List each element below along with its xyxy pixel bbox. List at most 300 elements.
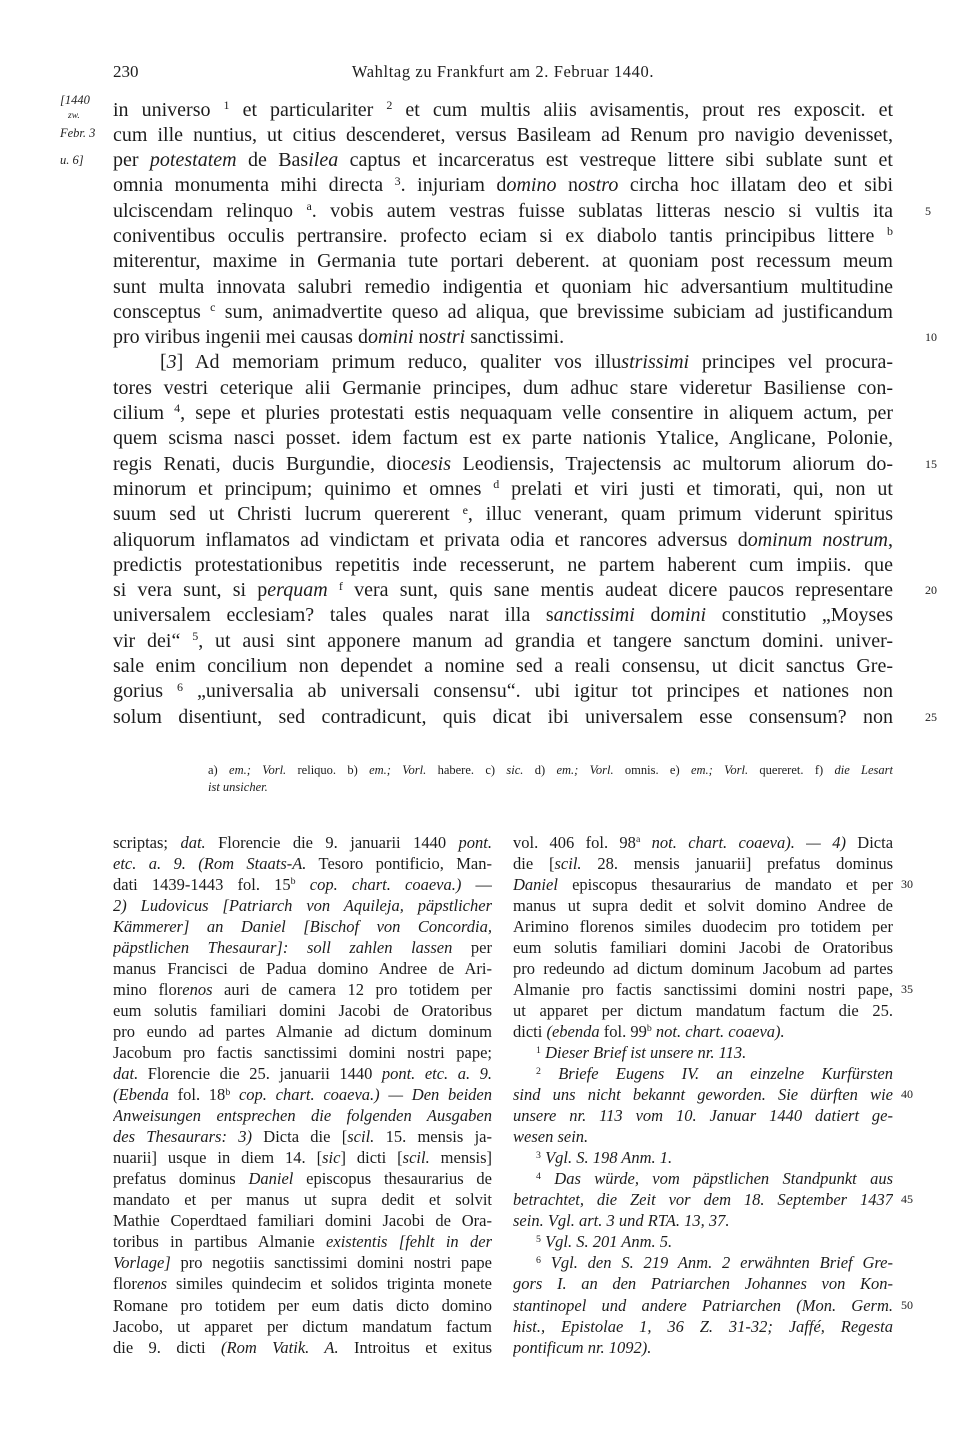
text-run: quereret. f)	[748, 762, 835, 777]
text-line	[113, 1105, 492, 1126]
text-run: , sepe et pluries protestati estis nequaquam velle consentire in aliquem actum, per	[180, 402, 893, 425]
line-text	[513, 1000, 893, 1021]
text-run: . vobis autem vestras fuisse sublatas litteras nescio si vultis ita	[311, 199, 893, 222]
line-text	[513, 1295, 893, 1316]
note-marker: 5	[192, 629, 199, 644]
italic-run: pont.	[458, 832, 492, 852]
text-line	[513, 874, 913, 895]
text-line	[113, 1147, 492, 1168]
italic-run: cop. chart. coaeva.) — Den beiden	[238, 1085, 492, 1105]
text-run: eum solutis familiari domini Jacobi de Oratoribus	[513, 937, 893, 957]
text-run: vir dei“	[113, 629, 193, 652]
italic-run: not. chart. coaeva).	[655, 1021, 785, 1041]
text-run	[541, 1253, 551, 1272]
note-marker: 6	[177, 679, 184, 694]
text-line	[113, 1189, 492, 1210]
italic-run: ilea	[308, 149, 339, 172]
text-line	[113, 853, 492, 874]
text-run: Florencie die 25. januarii 1440	[138, 1064, 382, 1084]
line-text	[513, 1105, 893, 1126]
italic-run: Briefe Eugens IV. an einzelne Kurfürsten	[558, 1064, 893, 1084]
text-line	[513, 1316, 893, 1337]
italic-run: Kämmerer] an Daniel [Bischof von Concordia,	[113, 916, 492, 936]
note-marker: b	[646, 1023, 652, 1035]
line-text	[513, 1273, 893, 1294]
text-line	[113, 1168, 492, 1189]
text-run: universalem ecclesiam? tales quales narat illa s	[113, 604, 554, 627]
text-run	[230, 1085, 239, 1104]
line-text	[513, 1042, 893, 1063]
text-run: pro viribus ingenii mei causas d	[113, 326, 368, 349]
line-text	[113, 916, 492, 937]
line-text	[113, 1337, 492, 1358]
italic-run: strissimi	[621, 351, 690, 374]
text-line	[208, 779, 893, 796]
italic-run: em.; Vorl.	[690, 762, 749, 777]
note-marker: 4	[536, 1170, 541, 1182]
italic-run: pontificum nr. 1092).	[513, 1337, 652, 1357]
text-run: n	[413, 326, 429, 349]
text-run: „universalia ab universali consensu“. ubi igitur tot principes et nationes non	[183, 680, 893, 703]
line-text	[113, 1189, 492, 1210]
italic-run: scil.	[402, 1148, 430, 1168]
text-run: mensis]	[429, 1148, 492, 1168]
text-line	[113, 937, 492, 958]
text-line	[513, 1168, 893, 1189]
text-line	[113, 895, 492, 916]
text-run: , ut ausi sint apponere manum ad grandia et tangere sanctum domini. univer-	[198, 629, 893, 652]
text-line	[513, 1084, 913, 1105]
text-line	[113, 916, 492, 937]
italic-run: (ebenda	[546, 1021, 600, 1041]
line-text	[113, 679, 893, 704]
italic-run: sic	[322, 1148, 341, 1168]
line-text	[113, 275, 893, 300]
line-text	[113, 1316, 492, 1337]
note-marker: d	[493, 477, 500, 492]
line-text	[113, 705, 893, 730]
text-run: circha hoc illatam deo et sibi	[618, 174, 893, 197]
text-line	[113, 654, 893, 679]
text-run: episcopus thesaurarius de	[293, 1169, 492, 1189]
text-run: prefatus dominus	[113, 1169, 249, 1189]
text-line	[513, 832, 893, 853]
line-text	[113, 937, 492, 958]
line-text	[113, 199, 893, 224]
line-number: 15	[925, 456, 937, 471]
text-run: d)	[523, 762, 557, 777]
text-run: 28. mensis januarii] prefatus dominus	[581, 853, 893, 873]
text-line	[113, 249, 893, 274]
text-line	[113, 1042, 492, 1063]
text-line	[113, 1084, 492, 1105]
text-line	[513, 1063, 893, 1084]
note-marker: 4	[174, 401, 181, 416]
text-run: Leodiensis, Trajectensis ac multorum aliorum do-	[451, 452, 893, 475]
line-text	[513, 1337, 893, 1358]
line-text	[513, 979, 893, 1000]
line-text	[113, 1295, 492, 1316]
text-run: ut apparet per dictum mandatum factum die 25.	[513, 1000, 893, 1020]
text-line	[113, 679, 893, 704]
text-line	[113, 199, 931, 224]
italic-run: Daniel	[248, 1169, 294, 1189]
italic-run: etc. a. 9. (Rom Staats-A.	[113, 853, 307, 873]
text-line	[113, 1063, 492, 1084]
line-text	[113, 148, 893, 173]
note-marker: 5	[536, 1233, 541, 1245]
text-line	[113, 426, 893, 451]
text-run: quem scisma nasci posset. idem factum est ex parte nationis Ytalice, Anglicane, Polonie,	[113, 427, 893, 450]
line-text	[113, 654, 893, 679]
text-run: fol. 18	[168, 1085, 226, 1105]
italic-run: scil.	[554, 853, 582, 873]
main-text	[113, 97, 937, 730]
text-line	[513, 979, 913, 1000]
text-run	[541, 1169, 554, 1188]
text-line	[208, 762, 893, 779]
line-text	[513, 1168, 893, 1189]
line-text	[113, 958, 492, 979]
text-run: Mathie Coperdtaed familiari domini Jacobi de Ora-	[113, 1211, 492, 1231]
italic-run: omino	[506, 174, 557, 197]
line-text	[113, 895, 492, 916]
note-marker: 3	[394, 173, 401, 188]
text-run: et particulariter	[229, 98, 387, 121]
line-text	[113, 603, 893, 628]
text-run: die 9. dicti	[113, 1337, 222, 1357]
line-number: 50	[901, 1297, 913, 1312]
text-run: a)	[208, 762, 230, 777]
footnotes-left-column	[113, 832, 492, 1358]
italic-run: des Thesaurars: 3)	[113, 1127, 252, 1147]
text-run: scriptas;	[113, 832, 181, 852]
text-run: vera sunt, quis sane mentis audeat dicere paucos representare	[342, 579, 893, 602]
text-run: in universo	[113, 98, 224, 121]
text-line	[113, 832, 492, 853]
note-marker: b	[887, 224, 893, 239]
line-text	[113, 452, 893, 477]
italic-run: potestatem	[149, 149, 237, 172]
text-line	[113, 578, 937, 603]
text-line	[113, 629, 893, 654]
text-line	[113, 603, 893, 628]
text-run: n	[556, 174, 578, 197]
text-line	[513, 958, 893, 979]
italic-run: omini	[367, 326, 414, 349]
line-text	[113, 832, 492, 853]
text-line	[113, 123, 893, 148]
text-run: Florencie die 9. januarii 1440	[205, 832, 459, 852]
italic-run: cop. chart. coaeva.)	[309, 874, 462, 894]
text-run: mino flor	[113, 979, 183, 999]
italic-run: esis	[421, 452, 451, 475]
text-line	[113, 1021, 492, 1042]
italic-run: scil.	[347, 1127, 375, 1147]
text-line	[113, 1126, 492, 1147]
text-run: sunt multa innovata salubri remedio indigentia et quoniam hic adversantium multitudine	[113, 275, 893, 298]
text-run: pro negotiis sanctissimi domini nostri pape	[170, 1253, 492, 1273]
line-number: 5	[925, 203, 931, 218]
text-line	[113, 1231, 492, 1252]
italic-run: em.; Vorl.	[369, 762, 427, 777]
text-line	[113, 553, 893, 578]
italic-run: Anweisungen entsprechen die folgenden Ausgaben	[113, 1106, 492, 1126]
italic-run: Das würde, vom päpstlichen Standpunkt aus	[554, 1169, 893, 1189]
running-head: Wahltag zu Frankfurt am 2. Februar 1440.	[351, 62, 655, 81]
italic-run: not. chart. coaeva). — 4)	[651, 832, 846, 852]
line-text	[513, 916, 893, 937]
italic-run: Dieser Brief ist unsere nr. 113.	[545, 1042, 747, 1062]
text-line	[113, 1210, 492, 1231]
line-text	[513, 1126, 893, 1147]
line-text	[113, 853, 492, 874]
text-run: omnia monumenta mihi directa	[113, 174, 395, 197]
text-line	[113, 502, 893, 527]
note-marker: a	[306, 199, 312, 214]
line-text	[113, 1021, 492, 1042]
text-run: fol. 99	[599, 1021, 647, 1041]
text-line	[113, 1273, 492, 1294]
italic-run: päpstlichen Thesaurar]: soll zahlen lassen	[113, 937, 453, 957]
text-run: de Bas	[236, 149, 309, 172]
text-run: cum ille nuntius, ut citius descenderet, versus Basileam ad Renum pro navigio devenisset,	[113, 123, 893, 146]
text-run: ,	[888, 528, 893, 551]
text-run: die [	[513, 853, 555, 873]
text-run: Dicta die [	[252, 1127, 348, 1147]
italic-run: dat.	[113, 1064, 139, 1084]
text-run: habere. c)	[426, 762, 507, 777]
text-line	[113, 300, 893, 325]
text-run: per	[452, 937, 492, 957]
text-line	[513, 1105, 893, 1126]
italic-run: Vorlage]	[113, 1253, 171, 1273]
text-line	[513, 1231, 893, 1252]
italic-run: enos	[182, 979, 213, 999]
text-run: eum solutis familiari domini Jacobi de Oratoribus	[113, 1000, 492, 1020]
line-text	[113, 578, 893, 603]
text-run: consceptus	[113, 300, 211, 323]
text-run: Romane pro totidem per eum datis dicto domino	[113, 1295, 492, 1315]
italic-run: ostro	[577, 174, 619, 197]
italic-run: (Ebenda	[113, 1085, 169, 1105]
italic-run: Vgl. S. 201 Anm. 5.	[545, 1232, 673, 1252]
text-run: regis Renati, ducis Burgundie, dioc	[113, 452, 421, 475]
line-text	[208, 762, 893, 779]
text-run: principes vel procura-	[689, 351, 893, 374]
note-marker: b	[290, 876, 296, 888]
text-run: —	[461, 874, 492, 894]
text-line	[113, 224, 893, 249]
line-text	[513, 832, 893, 853]
text-run: flor	[113, 1274, 137, 1294]
text-run: reliquo. b)	[286, 762, 370, 777]
line-text	[513, 853, 893, 874]
note-marker: 3	[536, 1149, 541, 1161]
text-line	[113, 350, 893, 375]
line-text	[113, 979, 492, 1000]
text-line	[513, 1210, 893, 1231]
line-text	[113, 426, 893, 451]
line-text	[113, 249, 893, 274]
line-text	[113, 874, 492, 895]
line-text	[513, 1231, 893, 1252]
line-number: 30	[901, 876, 913, 891]
text-line	[113, 1000, 492, 1021]
text-line	[513, 1000, 893, 1021]
text-line	[113, 1316, 492, 1337]
italic-run: unsere nr. 113 vom 10. Januar 1440 datiert ge-	[513, 1106, 893, 1126]
note-marker: 6	[536, 1255, 541, 1266]
text-run: mandato et per manus ut supra dedit et solvit	[113, 1190, 492, 1210]
line-number: 45	[901, 1192, 913, 1207]
line-text	[113, 325, 893, 350]
text-run: prelati et viri justi et timorati, qui, non ut	[499, 477, 893, 500]
italic-run: wesen sein.	[513, 1127, 589, 1147]
text-line	[113, 148, 893, 173]
note-marker: f	[338, 578, 343, 593]
line-text	[513, 958, 893, 979]
text-run: d	[634, 604, 661, 627]
text-line	[513, 1295, 913, 1316]
text-run: Dicta	[845, 832, 893, 852]
text-line	[513, 1147, 893, 1168]
italic-run: Vgl. S. 198 Anm. 1.	[545, 1148, 673, 1168]
text-run	[328, 579, 339, 601]
text-run: solum disentiunt, sed contradicunt, quis dicat ibi universalem esse consensum? non	[113, 705, 893, 728]
text-line	[513, 1042, 893, 1063]
italic-run: em.; Vorl.	[229, 762, 287, 777]
note-marker: 1	[223, 97, 230, 112]
italic-run: ist unsicher.	[208, 779, 268, 794]
text-run: miterentur, maxime in Germania tute portari deberent. at quoniam post recessum meum	[113, 250, 893, 273]
line-text	[513, 874, 893, 895]
line-text	[513, 1147, 893, 1168]
footnotes-right-column	[513, 832, 913, 1358]
line-text	[113, 1084, 492, 1105]
text-run: et cum multis aliis avisamentis, prout res exposcit. et	[392, 98, 893, 121]
text-line	[113, 98, 893, 123]
italic-run: ostri	[428, 326, 466, 349]
line-text	[113, 1168, 492, 1189]
line-text	[113, 1210, 492, 1231]
text-run: manus ut supra dedit et solvit domino Andree de	[513, 895, 893, 915]
line-number: 10	[925, 330, 937, 345]
text-run: suum sed ut Christi lucrum quererent	[113, 503, 463, 526]
italic-run: enos	[136, 1274, 168, 1294]
line-text	[513, 1210, 893, 1231]
text-run: pro redeundo ad dictum dominum Jacobum ad partes	[513, 958, 893, 978]
text-run: Arimino florenos similes duodecim pro totidem per	[513, 916, 893, 936]
text-line	[113, 874, 492, 895]
text-line	[113, 958, 492, 979]
note-marker: 1	[536, 1044, 541, 1056]
text-run: pro eundo ad partes Almanie ad dictum dominum	[113, 1021, 492, 1041]
text-line	[513, 853, 893, 874]
line-text	[513, 1063, 893, 1084]
line-text	[113, 350, 893, 375]
margin-note-between: zw.	[68, 111, 80, 121]
line-text	[513, 1316, 893, 1337]
line-text	[113, 1147, 492, 1168]
italic-run: gors I. an den Patriarchen Johannes von Kon-	[513, 1274, 893, 1294]
margin-note-date-to: u. 6]	[60, 153, 84, 167]
text-run: sale enim concilium non dependet a nomine sed a reali consensu, ut dicit sanctus Gre-	[113, 655, 893, 678]
note-marker: 2	[386, 97, 393, 112]
text-run: Tesoro pontificio, Man-	[306, 853, 492, 873]
line-text	[113, 477, 893, 502]
text-run: , illuc venerant, quam primum viderunt spiritus	[467, 503, 893, 526]
text-run: Jacobo, ut apparet per dictum mandatum factum	[113, 1316, 492, 1336]
text-run: [	[160, 351, 167, 374]
italic-run: sein. Vgl. art. 3 und RTA. 13, 37.	[513, 1211, 730, 1231]
text-run	[296, 875, 310, 894]
text-line	[113, 452, 937, 477]
text-run: ] dicti [	[340, 1148, 403, 1168]
text-run: dati 1439-1443 fol. 15	[113, 874, 291, 894]
text-run: vol. 406 fol. 98	[513, 832, 636, 852]
note-marker: a	[635, 834, 641, 846]
italic-run: erquam	[267, 579, 328, 602]
margin-date-note	[60, 0, 110, 180]
italic-run: existentis [fehlt in der	[326, 1232, 492, 1252]
italic-run: hist., Epistolae 1, 36 Z. 31-32; Jaffé, Regesta	[513, 1316, 893, 1336]
line-text	[113, 528, 893, 553]
line-text	[513, 895, 893, 916]
text-line	[113, 275, 893, 300]
line-text	[113, 123, 893, 148]
line-text	[113, 502, 893, 527]
line-text	[113, 1231, 492, 1252]
italic-run: sind uns nicht bekannt geworden. Sie dürften wie	[513, 1085, 893, 1105]
text-line	[513, 937, 893, 958]
text-run	[541, 1064, 558, 1083]
text-run: minorum et principum; quinimo et omnes	[113, 477, 494, 500]
italic-run: Vgl. den S. 219 Anm. 2 erwähnten Brief Gre-	[550, 1253, 893, 1273]
italic-run: anctissimi	[553, 604, 635, 627]
line-text	[113, 376, 893, 401]
text-run: 15. mensis ja-	[374, 1127, 492, 1147]
line-text	[113, 300, 893, 325]
italic-run: pont. etc. a. 9.	[381, 1064, 492, 1084]
italic-run: die Lesart	[834, 762, 893, 777]
text-run: si vera sunt, si p	[113, 579, 268, 602]
line-text	[113, 173, 893, 198]
line-text	[113, 629, 893, 654]
text-run: constitutio „Moyses	[706, 604, 893, 627]
line-text	[513, 1252, 893, 1273]
line-text	[113, 98, 893, 123]
text-line	[513, 895, 893, 916]
line-text	[113, 224, 893, 249]
text-run: similes quindecim et solidos triginta monete	[167, 1274, 492, 1294]
critical-apparatus	[208, 762, 893, 796]
italic-run: betrachtet, die Zeit vor dem 18. September 1437	[513, 1190, 893, 1210]
italic-run: 3	[166, 351, 177, 374]
text-line	[113, 325, 937, 350]
text-run: gorius	[113, 680, 178, 703]
italic-run: ominum nostrum	[747, 528, 888, 551]
text-run: omnis. e)	[613, 762, 691, 777]
page-number: 230	[113, 62, 139, 81]
line-text	[113, 1063, 492, 1084]
text-run: predictis protestationibus repetitis inde recesserunt, ne partem haberent cum impiis. que	[113, 553, 893, 576]
text-run: sanctissimi.	[465, 326, 565, 349]
text-line	[113, 1295, 492, 1316]
text-line	[113, 477, 893, 502]
italic-run: sic.	[506, 762, 524, 777]
text-run: sum, animadvertite queso ad aliqua, que brevissime subiciam ad justificandum	[215, 300, 893, 323]
